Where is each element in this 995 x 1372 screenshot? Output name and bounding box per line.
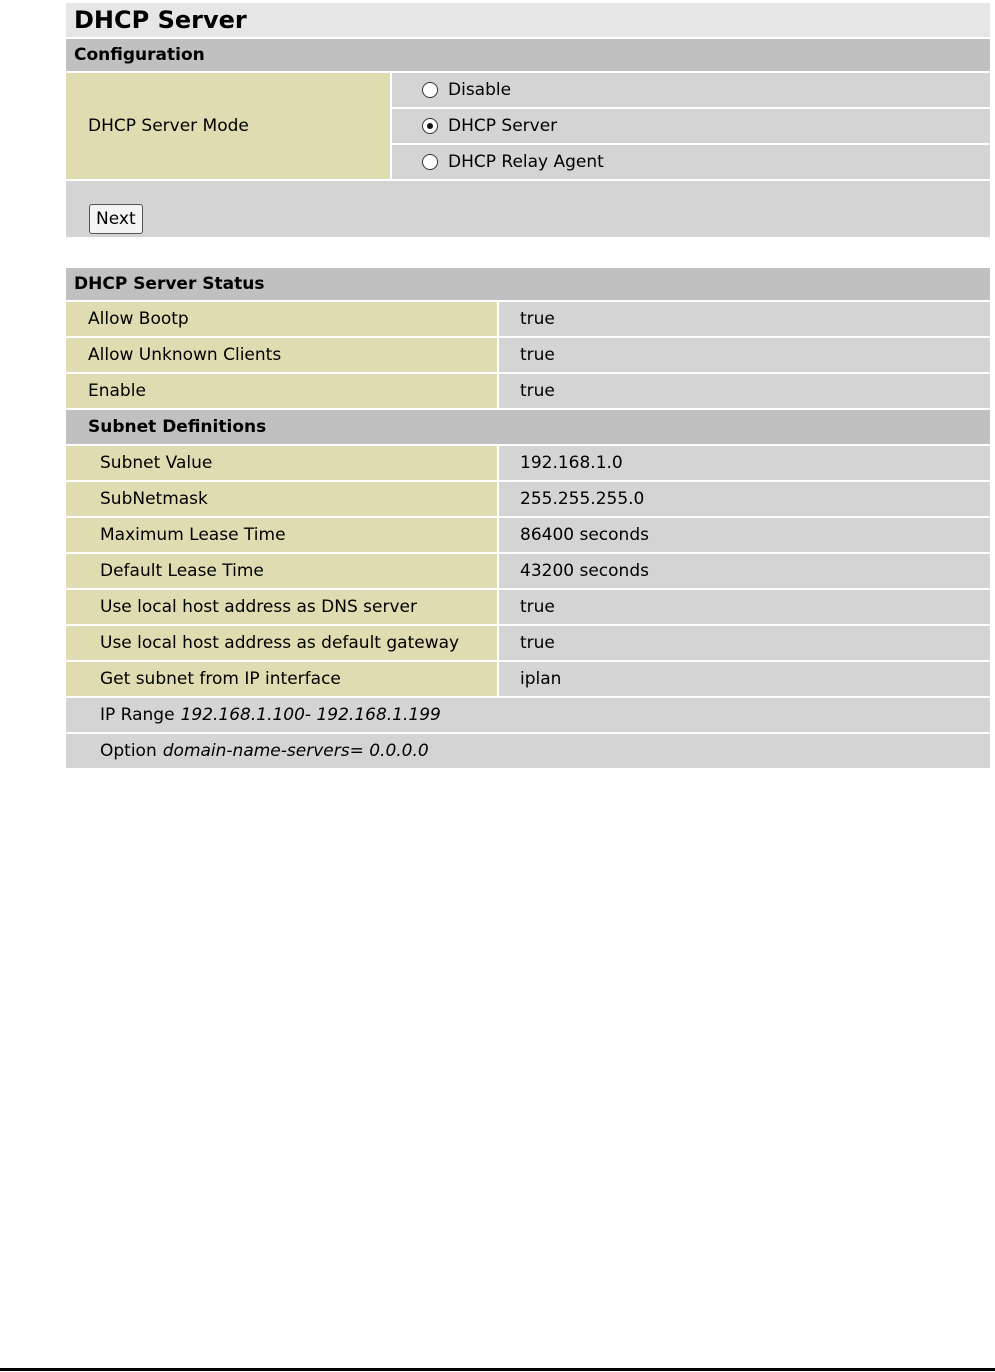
subnet-label: Subnet Value — [66, 446, 499, 480]
subnet-definitions-header: Subnet Definitions — [66, 410, 990, 446]
subnet-label: Use local host address as DNS server — [66, 590, 499, 624]
status-label: Allow Bootp — [66, 302, 499, 336]
ip-range-row — [66, 698, 990, 734]
page-bottom-rule — [0, 1368, 995, 1371]
subnet-row-local-dns — [66, 590, 990, 626]
ip-range-value: 192.168.1.100- 192.168.1.199 — [180, 705, 441, 725]
subnet-row-default-lease-time — [66, 554, 990, 590]
status-value: true — [499, 374, 990, 408]
status-row-allow-unknown-clients — [66, 338, 990, 374]
option-key: domain-name-servers — [162, 741, 350, 761]
subnet-row-subnet-value — [66, 446, 990, 482]
dhcp-server-mode-row — [66, 73, 990, 181]
dhcp-server-status-header: DHCP Server Status — [66, 268, 990, 302]
status-label: Allow Unknown Clients — [66, 338, 499, 372]
configuration-header: Configuration — [66, 39, 990, 73]
subnet-label: Maximum Lease Time — [66, 518, 499, 552]
subnet-value: 86400 seconds — [499, 518, 990, 552]
subnet-label: Get subnet from IP interface — [66, 662, 499, 696]
mode-option-dhcp-server[interactable] — [392, 107, 990, 143]
subnet-value: true — [499, 590, 990, 624]
dhcp-server-mode-label: DHCP Server Mode — [66, 73, 392, 179]
subnet-row-subnetmask — [66, 482, 990, 518]
subnet-label: Use local host address as default gateway — [66, 626, 499, 660]
dhcp-server-page — [66, 3, 990, 770]
option-value: = 0.0.0.0 — [349, 741, 429, 761]
radio-disable[interactable] — [422, 82, 438, 98]
subnet-value: 255.255.255.0 — [499, 482, 990, 516]
subnet-value: 43200 seconds — [499, 554, 990, 588]
option-row — [66, 734, 990, 770]
subnet-value: true — [499, 626, 990, 660]
status-row-enable — [66, 374, 990, 410]
page-title: DHCP Server — [66, 3, 990, 39]
next-button[interactable]: Next — [89, 204, 143, 234]
subnet-label: SubNetmask — [66, 482, 499, 516]
mode-option-disable[interactable] — [392, 73, 990, 107]
radio-dhcp-relay-agent[interactable] — [422, 154, 438, 170]
ip-range-label: IP Range — [100, 705, 175, 725]
subnet-value: 192.168.1.0 — [499, 446, 990, 480]
status-label: Enable — [66, 374, 499, 408]
status-value: true — [499, 338, 990, 372]
status-row-allow-bootp — [66, 302, 990, 338]
subnet-label: Default Lease Time — [66, 554, 499, 588]
radio-label-dhcp-relay-agent: DHCP Relay Agent — [448, 152, 604, 172]
subnet-row-max-lease-time — [66, 518, 990, 554]
next-row — [66, 181, 990, 237]
radio-dhcp-server[interactable] — [422, 118, 438, 134]
option-label: Option — [100, 741, 157, 761]
subnet-value: iplan — [499, 662, 990, 696]
radio-label-disable: Disable — [448, 80, 512, 100]
radio-label-dhcp-server: DHCP Server — [448, 116, 558, 136]
mode-options — [392, 73, 990, 179]
subnet-row-ip-interface — [66, 662, 990, 698]
status-value: true — [499, 302, 990, 336]
subnet-row-local-gateway — [66, 626, 990, 662]
mode-option-dhcp-relay-agent[interactable] — [392, 143, 990, 179]
